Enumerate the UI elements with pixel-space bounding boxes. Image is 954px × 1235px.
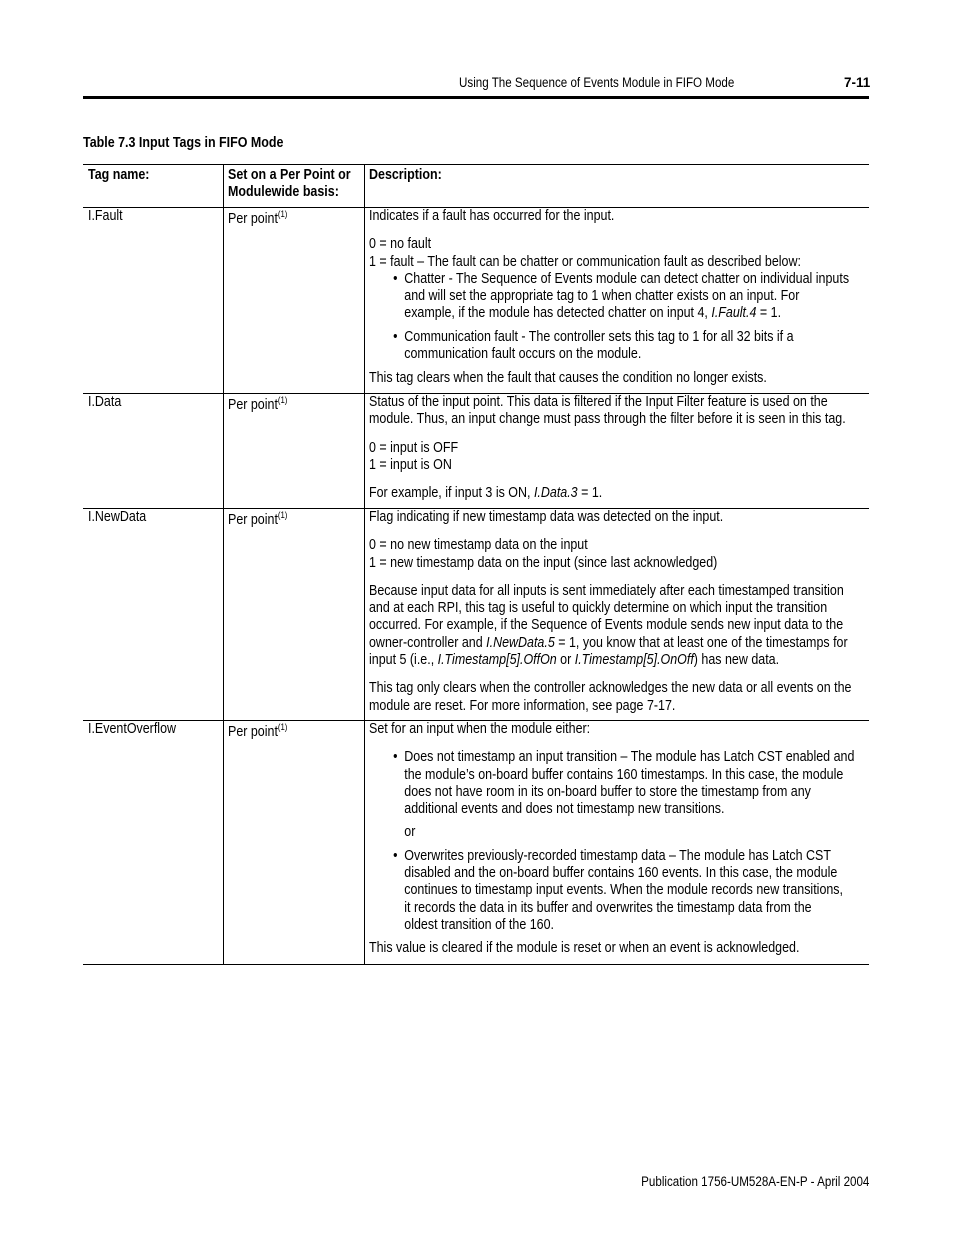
list-item: • Communication fault - The controller sets this tag to 1 for all 32 bits if a communication fault occurs on the module. (369, 329, 859, 364)
footnote-ref: (1) (277, 722, 288, 732)
input-tags-table (83, 164, 869, 965)
tag-name-cell: I.Data (88, 394, 122, 410)
column-header-description: Description: (369, 167, 442, 183)
footnote-ref: (1) (277, 395, 288, 405)
footnote-ref: (1) (277, 209, 288, 219)
column-header-tag-name: Tag name: (88, 167, 150, 183)
list-item: • Overwrites previously-recorded timestamp data – The module has Latch CST disabled and the on-board buffer contains 160 events. In this case, the module continues to timestamp input events. When the module records new transitions, it records the data in its buffer and overwrites the timestamp data from the oldest transition of the 160. (369, 848, 859, 934)
table-title: Table 7.3 Input Tags in FIFO Mode (83, 135, 284, 151)
or-separator: or (404, 824, 416, 841)
header-rule (83, 96, 869, 99)
basis-cell: Per point$^{(1)}$ (228, 510, 288, 528)
column-divider (364, 165, 365, 964)
publication-footer: Publication 1756-UM528A-EN-P - April 2004 (640, 1174, 869, 1189)
list-item: • Chatter - The Sequence of Events module can detect chatter on individual inputs and will set the appropriate tag to 1 when chatter exists on an input. For example, if the module has detected chatter on input 4, I.Fault.4 = 1. (369, 271, 859, 323)
basis-cell: Per point$^{(1)}$ (228, 395, 288, 413)
description-cell: Set for an input when the module either: • Does not timestamp an input transition – The module has Latch CST enabled and the module’s on-board buffer contains 160 timestamps. In this case, the module does not have room in its on-board buffer to store the timestamp from any additional events and does not timestamp new transitions. or • Overwrites previously-recorded timestamp data – The module has Latch CST disabled and the on-board buffer contains 160 events. In this case, the module continues to timestamp input events. When the module records new transitions, it records the data in its buffer and overwrites the timestamp data from the oldest transition of the 160. This value is cleared if the module is reset or when an event is acknowledged. (369, 721, 859, 958)
column-divider (223, 165, 224, 964)
tag-name-cell: I.Fault (88, 208, 123, 224)
footnote-ref: (1) (277, 510, 288, 520)
list-item: • Does not timestamp an input transition – The module has Latch CST enabled and the module’s on-board buffer contains 160 timestamps. In this case, the module does not have room in its on-board buffer to store the timestamp from any additional events and does not timestamp new transitions. (369, 749, 859, 818)
description-cell: Indicates if a fault has occurred for the input. 0 = no fault 1 = fault – The fault can be chatter or communication fault as described below: • Chatter - The Sequence of Events module can detect chatter on individual inputs and will set the appropriate tag to 1 when chatter exists on an input. For example, if the module has detected chatter on input 4, I.Fault.4 = 1. • Communication fault - The controller sets this tag to 1 for all 32 bits if a communication fault occurs on the module. This tag clears when the fault that causes the condition no longer exists. (369, 208, 859, 388)
tag-name-cell: I.EventOverflow (88, 721, 177, 737)
description-cell: Flag indicating if new timestamp data was detected on the input. 0 = no new timestamp data on the input 1 = new timestamp data on the input (since last acknowledged) Because input data for all inputs is sent immediately after each timestamped transition and at each RPI, this tag is useful to quickly determine on which input the transition occurred. For example, if the Sequence of Events module sends new input data to the owner-controller and I.NewData.5 = 1, you know that at least one of the timestamps for input 5 (i.e., I.Timestamp[5].OffOn or I.Timestamp[5].OnOff) has new data. This tag only clears when the controller acknowledges the new data or all events on the module are reset. For more information, see page 7-17. (369, 509, 852, 714)
running-header: Using The Sequence of Events Module in FIFO Mode (458, 75, 735, 90)
page-number: 7-11 (844, 75, 871, 90)
column-header-basis: Set on a Per Point or Modulewide basis: (228, 167, 351, 201)
description-cell: Status of the input point. This data is filtered if the Input Filter feature is used on the module. Thus, an input change must pass through the filter before it is seen in this tag. 0 = input is OFF 1 = input is ON For example, if input 3 is ON, I.Data.3 = 1. (369, 394, 846, 502)
basis-cell: Per point$^{(1)}$ (228, 209, 288, 227)
tag-name-cell: I.NewData (88, 509, 147, 525)
basis-cell: Per point$^{(1)}$ (228, 722, 288, 740)
